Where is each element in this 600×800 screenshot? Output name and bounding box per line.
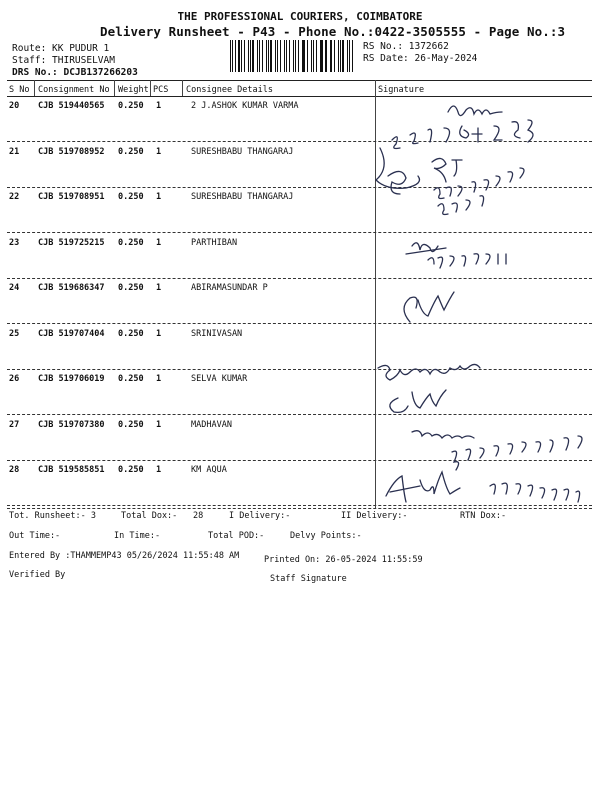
row-consignment: CJB 519708951 [38, 192, 105, 202]
row-consignee: KM AQUA [191, 465, 227, 475]
runsheet-title: Delivery Runsheet - P43 - Phone No.:0422-3505555 - Page No.:3 [100, 24, 566, 39]
row-weight: 0.250 [118, 101, 144, 111]
row-consignee: SURESHBABU THANGARAJ [191, 192, 294, 202]
row-consignee: SURESHBABU THANGARAJ [191, 146, 294, 157]
row-consignee: SELVA KUMAR [191, 374, 248, 384]
staff-signature: Staff Signature [270, 574, 347, 584]
rs-number: RS No.: 1372662 [363, 41, 449, 52]
company-title: THE PROFESSIONAL COURIERS, COIMBATORE [177, 10, 423, 23]
row-consignment: CJB 519706019 [38, 374, 105, 384]
footer-rule [7, 508, 592, 509]
row-sno: 21 [9, 146, 20, 157]
row-sno: 20 [9, 101, 20, 111]
row-consignee: MADHAVAN [191, 419, 232, 430]
row-sno: 27 [9, 419, 20, 430]
col-header-weight: Weight [118, 85, 149, 95]
row-pcs: 1 [156, 101, 162, 111]
total-dox-label: Total Dox:- [121, 511, 178, 521]
ii-delivery: II Delivery:- [341, 511, 408, 521]
in-time: In Time:- [114, 531, 161, 541]
row-weight: 0.250 [118, 283, 144, 293]
row-sno: 26 [9, 374, 20, 384]
out-time: Out Time:- [9, 531, 61, 541]
total-dox-value: 28 [193, 511, 204, 521]
row-weight: 0.250 [118, 237, 144, 248]
row-consignment: CJB 519707380 [38, 419, 105, 430]
total-pod: Total POD:- [208, 531, 265, 541]
verified-by: Verified By [9, 570, 66, 580]
row-pcs: 1 [156, 465, 162, 475]
row-pcs: 1 [156, 419, 162, 430]
row-sno: 23 [9, 237, 20, 248]
row-pcs: 1 [156, 283, 162, 293]
row-weight: 0.250 [118, 328, 144, 339]
row-consignment: CJB 519585851 [38, 465, 105, 475]
row-weight: 0.250 [118, 465, 144, 475]
row-weight: 0.250 [118, 192, 144, 202]
row-sno: 25 [9, 328, 20, 339]
row-weight: 0.250 [118, 146, 144, 157]
row-pcs: 1 [156, 237, 162, 248]
row-weight: 0.250 [118, 419, 144, 430]
printed-on: Printed On: 26-05-2024 11:55:59 [264, 555, 423, 565]
col-header-sno: S No [9, 85, 30, 95]
route-label: Route: KK PUDUR 1 [12, 43, 110, 54]
delvy-points: Delvy Points:- [290, 531, 362, 541]
row-sno: 28 [9, 465, 20, 475]
row-consignee: PARTHIBAN [191, 237, 238, 248]
row-consignment: CJB 519707404 [38, 328, 105, 339]
staff-label: Staff: THIRUSELVAM [12, 55, 115, 66]
rs-date: RS Date: 26-May-2024 [363, 53, 478, 64]
i-delivery: I Delivery:- [229, 511, 291, 521]
col-header-consignee: Consignee Details [186, 85, 273, 95]
row-consignment: CJB 519708952 [38, 146, 105, 157]
rtn-dox: RTN Dox:- [460, 511, 507, 521]
row-sno: 24 [9, 283, 20, 293]
row-sno: 22 [9, 192, 20, 202]
row-pcs: 1 [156, 328, 162, 339]
row-consignee: ABIRAMASUNDAR P [191, 283, 268, 293]
tot-runsheet: Tot. Runsheet:- 3 [9, 511, 96, 521]
row-consignment: CJB 519725215 [38, 237, 105, 248]
col-header-signature: Signature [378, 85, 425, 95]
row-consignee: 2 J.ASHOK KUMAR VARMA [191, 101, 299, 111]
row-pcs: 1 [156, 192, 162, 202]
drs-label: DRS No.: DCJB137266203 [12, 67, 138, 78]
row-pcs: 1 [156, 374, 162, 384]
col-header-consignment: Consignment No [38, 85, 110, 95]
row-pcs: 1 [156, 146, 162, 157]
col-header-pcs: PCS [153, 85, 169, 95]
row-consignment: CJB 519686347 [38, 283, 105, 293]
row-weight: 0.250 [118, 374, 144, 384]
entered-by: Entered By :THAMMEMP43 05/26/2024 11:55:48 AM [9, 551, 240, 561]
row-consignment: CJB 519440565 [38, 101, 105, 111]
row-consignee: SRINIVASAN [191, 328, 243, 339]
